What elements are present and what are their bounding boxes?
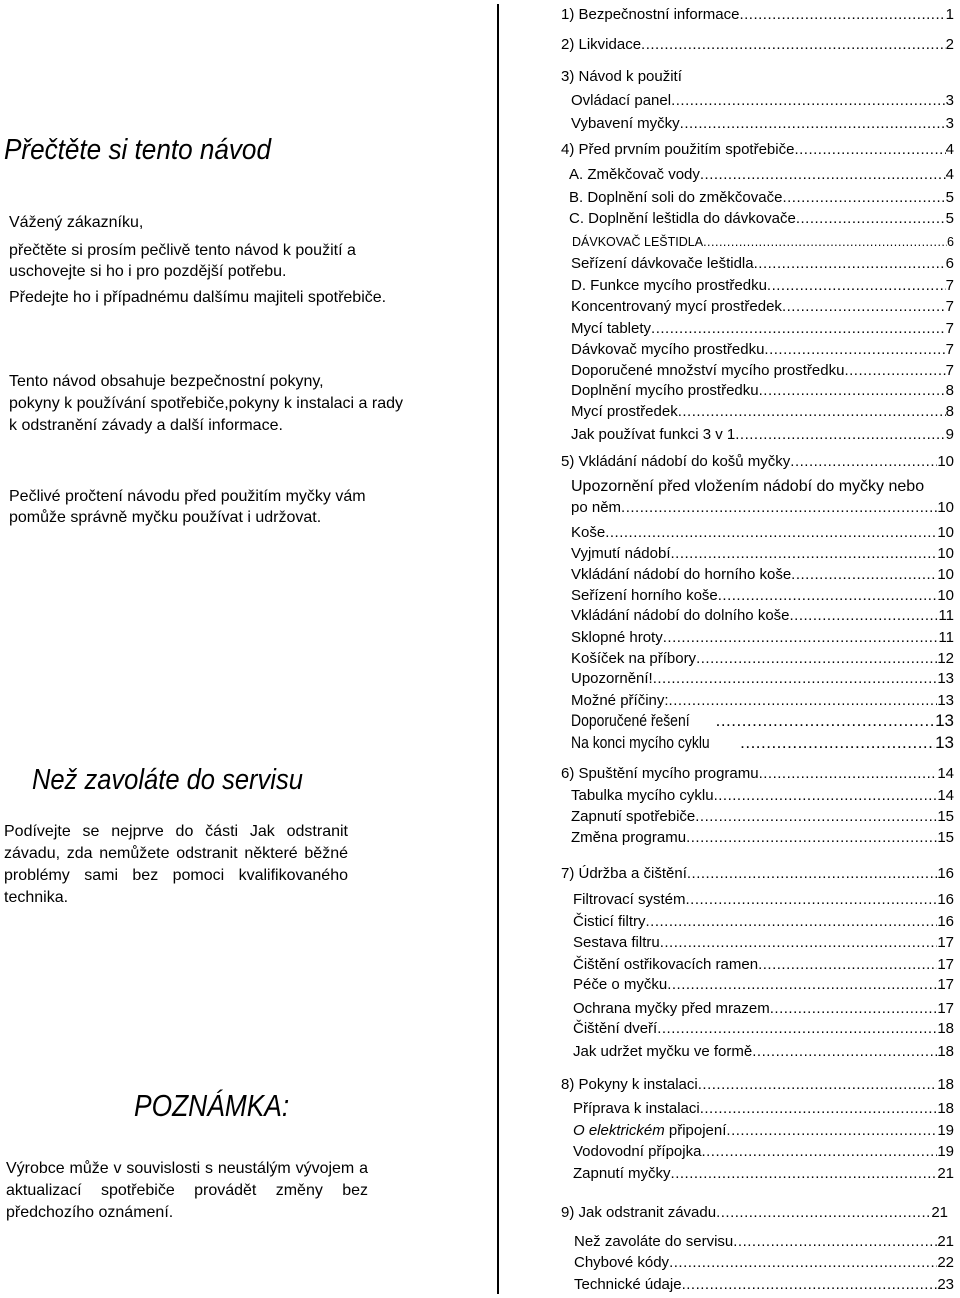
- toc-entry[interactable]: O elektrickém připojení ..... 19: [573, 1122, 954, 1140]
- toc-entry[interactable]: Seřízení dávkovače leštidla ..... 6: [571, 255, 954, 273]
- toc-entry[interactable]: Čištění dveří ..... 18: [573, 1020, 954, 1038]
- toc-entry[interactable]: Vodovodní přípojka ..... 19: [573, 1143, 954, 1161]
- toc-entry[interactable]: Jak udržet myčku ve formě ..... 18: [573, 1043, 954, 1061]
- note-text: Výrobce může v souvislosti s neustálým vývojem a aktualizací spotřebiče provádět změny bez předchozího oznámení.: [6, 1160, 368, 1221]
- toc-entry[interactable]: Čisticí filtry ..... 16: [573, 913, 954, 931]
- toc-entry[interactable]: Vybavení myčky ..... 3: [571, 115, 954, 133]
- toc-entry[interactable]: Ovládací panel ..... 3: [571, 92, 954, 110]
- toc-entry[interactable]: Vkládání nádobí do dolního koše ..... 11: [571, 607, 954, 625]
- toc-entry[interactable]: Sklopné hroty ..... 11: [571, 629, 954, 647]
- toc-entry[interactable]: Změna programu ..... 15: [571, 829, 954, 847]
- toc-section-heading: 3) Návod k použití: [561, 68, 682, 85]
- toc-entry[interactable]: Jak používat funkci 3 v 1 ..... 9: [571, 426, 954, 444]
- toc-entry[interactable]: 8) Pokyny k instalaci ..... 18: [561, 1076, 954, 1094]
- toc-entry[interactable]: Dávkovač mycího prostředku ..... 7: [571, 341, 954, 359]
- toc-entry[interactable]: 6) Spuštění mycího programu ..... 14: [561, 765, 954, 783]
- contents-text-line: Tento návod obsahuje bezpečnostní pokyny,: [9, 373, 324, 390]
- greeting: Vážený zákazníku,: [9, 214, 144, 231]
- toc-entry[interactable]: Technické údaje ..... 23: [574, 1276, 954, 1294]
- toc-entry[interactable]: Doporučené množství mycího prostředku ..... 7: [571, 362, 954, 380]
- toc-entry[interactable]: Doporučené řešení ..... 13: [571, 711, 954, 731]
- toc-entry[interactable]: Než zavoláte do servisu ..... 21: [574, 1233, 954, 1251]
- toc-entry[interactable]: C. Doplnění leštidla do dávkovače ..... 5: [569, 210, 954, 228]
- toc-entry[interactable]: Zapnutí myčky ..... 21: [573, 1165, 954, 1183]
- toc-entry[interactable]: 1) Bezpečnostní informace ..... 1: [561, 6, 954, 24]
- intro-text-line: uschovejte si ho i pro pozdější potřebu.: [9, 263, 287, 280]
- toc-entry[interactable]: Vyjmutí nádobí ..... 10: [571, 545, 954, 563]
- careful-reading-line: pomůže správně myčku používat i udržovat.: [9, 509, 322, 526]
- toc-entry[interactable]: Koše ..... 10: [571, 524, 954, 542]
- toc-entry[interactable]: 4) Před prvním použitím spotřebiče ..... 4: [561, 141, 954, 159]
- toc-entry[interactable]: Filtrovací systém ..... 16: [573, 891, 954, 909]
- toc-entry[interactable]: 2) Likvidace ..... 2: [561, 36, 954, 54]
- toc-entry[interactable]: 9) Jak odstranit závadu ..... 21: [561, 1204, 948, 1222]
- toc-entry[interactable]: Mycí prostředek ..... 8: [571, 403, 954, 421]
- toc-entry[interactable]: DÁVKOVAČ LEŠTIDLA ..... 6: [572, 233, 954, 251]
- toc-entry[interactable]: Mycí tablety ..... 7: [571, 320, 954, 338]
- careful-reading-line: Pečlivé pročtení návodu před použitím myčky vám: [9, 488, 366, 505]
- toc-entry[interactable]: Vkládání nádobí do horního koše ..... 10: [571, 566, 954, 584]
- toc-entry[interactable]: Upozornění! ..... 13: [571, 670, 954, 688]
- page-title: Přečtěte si tento návod: [4, 134, 271, 166]
- toc-entry[interactable]: 7) Údržba a čištění ..... 16: [561, 865, 954, 883]
- toc-entry[interactable]: Péče o myčku ..... 17: [573, 976, 954, 994]
- toc-entry[interactable]: Doplnění mycího prostředku ..... 8: [571, 382, 954, 400]
- toc-entry[interactable]: Seřízení horního koše ..... 10: [571, 587, 954, 605]
- toc-entry[interactable]: Ochrana myčky před mrazem ..... 17: [573, 1000, 954, 1018]
- toc-entry[interactable]: 5) Vkládání nádobí do košů myčky ..... 10: [561, 453, 954, 471]
- intro-text-line: Předejte ho i případnému dalšímu majiteli spotřebiče.: [9, 289, 387, 306]
- toc-entry[interactable]: Možné příčiny: ..... 13: [571, 692, 954, 710]
- toc-entry[interactable]: Chybové kódy ..... 22: [574, 1254, 954, 1272]
- toc-entry[interactable]: B. Doplnění soli do změkčovače ..... 5: [569, 189, 954, 207]
- toc-entry[interactable]: Zapnutí spotřebiče ..... 15: [571, 808, 954, 826]
- service-heading: Než zavoláte do servisu: [32, 764, 303, 796]
- note-heading: POZNÁMKA:: [134, 1088, 290, 1123]
- toc-entry-line: Upozornění před vložením nádobí do myčky nebo: [571, 478, 925, 495]
- toc-entry[interactable]: Košíček na příbory ..... 12: [571, 650, 954, 668]
- intro-text-line: přečtěte si prosím pečlivě tento návod k použití a: [9, 242, 356, 259]
- toc-entry[interactable]: A. Změkčovač vody ..... 4: [569, 166, 954, 184]
- toc-entry[interactable]: D. Funkce mycího prostředku ..... 7: [571, 277, 954, 295]
- toc-entry[interactable]: po něm ..... 10: [571, 499, 954, 517]
- contents-text-line: pokyny k používání spotřebiče,pokyny k instalaci a rady: [9, 395, 403, 412]
- toc-entry[interactable]: Tabulka mycího cyklu ..... 14: [571, 787, 954, 805]
- toc-entry[interactable]: Koncentrovaný mycí prostředek ..... 7: [571, 298, 954, 316]
- toc-entry[interactable]: Na konci mycího cyklu ..... 13: [571, 733, 954, 753]
- toc-entry[interactable]: Příprava k instalaci ..... 18: [573, 1100, 954, 1118]
- service-text: Podívejte se nejprve do části Jak odstranit závadu, zda nemůžete odstranit některé běžné problémy sami bez pomoci kvalifikovaného technika.: [4, 823, 348, 906]
- toc-entry[interactable]: Sestava filtru ..... 17: [573, 934, 954, 952]
- toc-entry[interactable]: Čištění ostřikovacích ramen ..... 17: [573, 956, 954, 974]
- contents-text-line: k odstranění závady a další informace.: [9, 417, 283, 434]
